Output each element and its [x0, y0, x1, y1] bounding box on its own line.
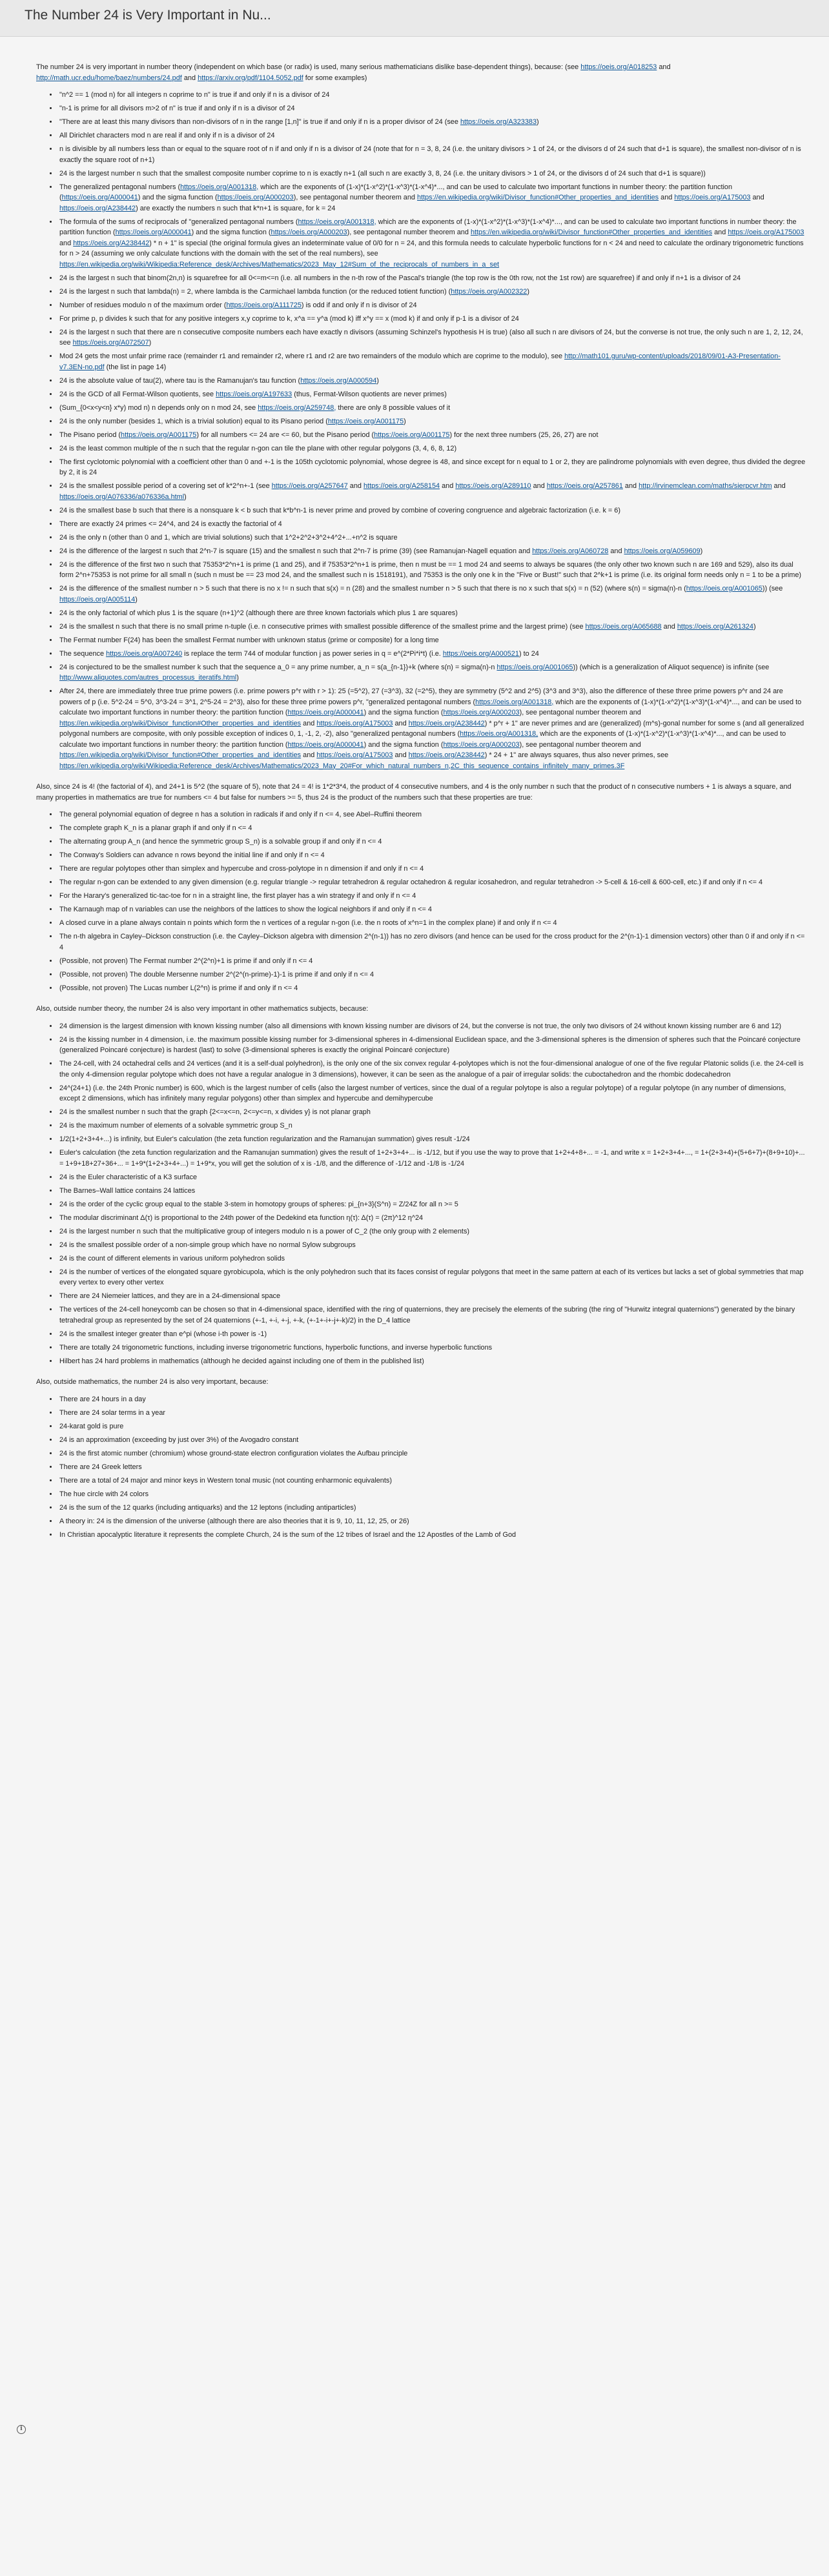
- list-item: • (Sum_{0<x<y<n} x*y) mod n) n depends only on n mod 24, see https://oeis.org/A259748, there are only 8 possible values of it: [58, 403, 806, 414]
- list-item: • Hilbert has 24 hard problems in mathematics (although he decided against including one of them in the published list): [58, 1356, 806, 1367]
- reference-link[interactable]: https://en.wikipedia.org/wiki/Divisor_function#Other_properties_and_identities: [417, 194, 659, 201]
- reference-link[interactable]: https://oeis.org/A001175: [374, 431, 450, 439]
- reference-link[interactable]: https://oeis.org/A238442: [59, 204, 136, 212]
- list-item: • The modular discriminant Δ(τ) is proportional to the 24th power of the Dedekind eta function η(τ): Δ(τ) = (2π)^12 η^24: [58, 1213, 806, 1224]
- reference-link[interactable]: https://oeis.org/A001175: [121, 431, 197, 439]
- list-item: • 24 is the count of different elements in various uniform polyhedron solids: [58, 1253, 806, 1264]
- reference-link[interactable]: https://oeis.org/A257647: [271, 482, 348, 490]
- intro-paragraph: The number 24 is very important in number theory (independent on which base (or radix) is used, many serious mathematicians dislike base-dependent things), because: (see https://oeis.org/A018253 and http://math.ucr.edu/home/baez/numbers/24.pdf and https://arxiv.org/pdf/1104.5052.pdf for some examples): [36, 63, 671, 82]
- list-item: • 24^(24+1) (i.e. the 24th Pronic number) is 600, which is the largest number of cells (also the largest number of vertices, since the dual of a regular polytope is also a regular polytope) of a regular polytope (in any number of dimensions, except 2 dimensions, which has infinitely many regular polygons) other than simplex and hypercube and demihypercube: [58, 1083, 806, 1104]
- section-heading-alg: Also, since 24 is 4! (the factorial of 4), and 24+1 is 5^2 (the square of 5), note that 24 = 4! is 1*2*3*4, the product of 4 consecutive numbers, and 4 is the only number n such that the product of n consecutive numbers + 1 is always a square, and many properties in mathematics are true for numbers <= 4 but false for numbers >= 5, thus 24 is the product of the numbers such that these properties are true:: [36, 783, 792, 802]
- list-item: • A theory in: 24 is the dimension of the universe (although there are also theories that it is 9, 10, 11, 12, 25, or 26): [58, 1516, 806, 1527]
- document-header: [0, 0, 829, 37]
- list-item: • 24 is the largest n such that there are n consecutive composite numbers each have exactly n divisors (assuming Schinzel's hypothesis H is true) (also all such n are divisors of 24, but the converse is not true, the only such n are 1, 2, 12, 24, see https://oeis.org/A072507): [58, 327, 806, 349]
- list-item: • 24 is the sum of the 12 quarks (including antiquarks) and the 12 leptons (including antiparticles): [58, 1503, 806, 1514]
- reference-link[interactable]: https://en.wikipedia.org/wiki/Divisor_function#Other_properties_and_identities: [59, 719, 302, 727]
- fact-list-misc: [36, 1394, 806, 1541]
- reference-link[interactable]: https://oeis.org/A018253: [580, 63, 657, 71]
- list-item: • 24 is the absolute value of tau(2), where tau is the Ramanujan's tau function (https://oeis.org/A000594): [58, 376, 806, 387]
- list-item: • 24 is an approximation (exceeding by just over 3%) of the Avogadro constant: [58, 1435, 806, 1446]
- list-item: • The vertices of the 24-cell honeycomb can be chosen so that in 4-dimensional space, identified with the ring of quaternions, they are precisely the elements of the subring (the ring of "Hurwitz integral quaternions") generated by the binary tetrahedral group as represented by the set of 24 quaternions (+-1, +-i, +-j, +-k, (+-1+-i+-j+-k)/2) in the D_4 lattice: [58, 1304, 806, 1326]
- list-item: • "There are at least this many divisors than non-divisors of n in the range [1,n]" is true if and only if n is a proper divisor of 24 (see https://oeis.org/A323383): [58, 117, 806, 128]
- list-item: • 24 is the kissing number in 4 dimension, i.e. the maximum possible kissing number for 3-dimensional spheres in 4-dimensional Euclidean space, and the 3-dimensional spheres is the dimension of spheres such that the Poincaré conjecture (generalized Poincaré conjecture) is hardest (last) to solve (3-dimensional spheres is exactly the original Poincaré conjecture): [58, 1035, 806, 1056]
- list-item: • 24 is conjectured to be the smallest number k such that the sequence a_0 = any prime number, a_n = s(a_{n-1})+k (where s(n) = sigma(n)-n https://oeis.org/A001065)) (which is a generalization of Aliquot sequence) is infinite (see http://www.aliquotes.com/autres_processus_iteratifs.html): [58, 662, 806, 684]
- list-item: • Number of residues modulo n of the maximum order (https://oeis.org/A111725) is odd if and only if n is divisor of 24: [58, 300, 806, 311]
- list-item: • 24 is the smallest n such that there is no small prime n-tuple (i.e. n consecutive primes with smallest possible difference of the smallest prime and the largest prime) (see https://oeis.org/A065688 and https://oeis.org/A261324): [58, 622, 806, 633]
- list-item: • There are 24 hours in a day: [58, 1394, 806, 1405]
- list-item: • There are 24 Niemeier lattices, and they are in a 24-dimensional space: [58, 1291, 806, 1302]
- list-item: • Mod 24 gets the most unfair prime race (remainder r1 and remainder r2, where r1 and r2 are two remainders of the modulo which are coprime to the modulo), see http://math101.guru/wp-content/uploads/2018/09/01-A3-Presentation-v7.3EN-no.pdf (the list in page 14): [58, 351, 806, 372]
- reference-link[interactable]: https://oeis.org/A175003: [674, 194, 751, 201]
- reference-link[interactable]: https://oeis.org/A197633: [216, 390, 292, 398]
- reference-link[interactable]: https://oeis.org/A001065: [686, 585, 762, 593]
- reference-link[interactable]: https://oeis.org/A175003: [728, 228, 804, 236]
- list-item: • There are a total of 24 major and minor keys in Western tonal music (not counting enharmonic equivalents): [58, 1476, 806, 1486]
- reference-link[interactable]: https://oeis.org/A257861: [546, 482, 623, 490]
- list-item: • 24 is the first atomic number (chromium) whose ground-state electron configuration violates the Aufbau principle: [58, 1448, 806, 1459]
- list-item: • The Fermat number F(24) has been the smallest Fermat number with unknown status (prime or composite) for a long time: [58, 635, 806, 646]
- reference-link[interactable]: https://en.wikipedia.org/wiki/Divisor_function#Other_properties_and_identities: [470, 228, 713, 236]
- reference-link[interactable]: https://oeis.org/A002322: [451, 287, 527, 296]
- list-item: • The Barnes–Wall lattice contains 24 lattices: [58, 1186, 806, 1197]
- reference-link[interactable]: https://oeis.org/A238442: [73, 239, 150, 247]
- list-item: • 24 is the difference of the largest n such that 2^n-7 is square (15) and the smallest n such that 2^n-7 is prime (39) (see Ramanujan-Nagell equation and https://oeis.org/A060728 and https://oeis.org/A059609): [58, 546, 806, 557]
- list-item: • 24 is the Euler characteristic of a K3 surface: [58, 1172, 806, 1183]
- list-item: • The complete graph K_n is a planar graph if and only if n <= 4: [58, 823, 806, 834]
- list-item: • In Christian apocalyptic literature it represents the complete Church, 24 is the sum of the 12 tribes of Israel and the 12 Apostles of the Lamb of God: [58, 1530, 806, 1541]
- list-item: • The hue circle with 24 colors: [58, 1489, 806, 1500]
- list-item: • The formula of the sums of reciprocals of "generalized pentagonal numbers (https://oeis.org/A001318, which are the exponents of (1-x)*(1-x^2)*(1-x^3)*(1-x^4)*..., and can be used to calculate two important functions in number theory: the partition function (https://oeis.org/A000041) and the sigma function (https://oeis.org/A000203), see pentagonal number theorem and https://en.wikipedia.org/wiki/Divisor_function#Other_properties_and_identities and https://oeis.org/A175003 and https://oeis.org/A238442) * n + 1" is special (the original formula gives an indeterminate value of 0/0 for n = 24, and this formula needs to calculate hyperbolic functions for n < 24 and need to calculate the ordinary trigonometric functions for n > 24 (assuming we only calculate functions with the domain with the set of the real numbers), see https://en.wikipedia.org/wiki/Wikipedia:Reference_desk/Archives/Mathematics/2023_May_12#Sum_of_the_reciprocals_of_numbers_in_a_set: [58, 217, 806, 270]
- list-item: • The first cyclotomic polynomial with a coefficient other than 0 and +-1 is the 105th cyclotomic polynomial, whose degree is 48, and since except for n equal to 1 or 2, they are palindrome polynomials with even degree, thus divided the degree by 2, it is 24: [58, 457, 806, 478]
- list-item: • (Possible, not proven) The Fermat number 2^(2^n)+1 is prime if and only if n <= 4: [58, 956, 806, 967]
- reference-link[interactable]: https://oeis.org/A238442: [408, 719, 485, 727]
- reference-link[interactable]: https://oeis.org/A000203: [217, 194, 294, 201]
- list-item: • A closed curve in a plane always contain n points which form the n vertices of a regular n-gon (i.e. the n roots of x^n=1 in the complex plane) if and only if n <= 4: [58, 918, 806, 929]
- reference-link[interactable]: https://oeis.org/A323383: [460, 118, 537, 126]
- reference-link[interactable]: https://oeis.org/A261324: [677, 622, 753, 631]
- reference-link[interactable]: https://oeis.org/A000203: [443, 740, 520, 749]
- list-item: • "n-1 is prime for all divisors m>2 of n" is true if and only if n is a divisor of 24: [58, 103, 806, 114]
- reference-link[interactable]: https://oeis.org/A000594: [300, 376, 377, 385]
- reference-link[interactable]: https://oeis.org/A258154: [363, 482, 440, 490]
- list-item: • 24 is the number of vertices of the elongated square gyrobicupola, which is the only polyhedron such that its faces consist of regular polygons that meet in the same pattern at each of its vertices but lacks a set of global symmetries that map every vertex to every other vertex: [58, 1267, 806, 1288]
- list-item: • 1/2(1+2+3+4+...) is infinity, but Euler's calculation (the zeta function regularization and the Ramanujan summation) gives result -1/24: [58, 1134, 806, 1145]
- reference-link[interactable]: https://arxiv.org/pdf/1104.5052.pdf: [198, 74, 303, 82]
- list-item: • 24 is the smallest number n such that the graph {2<=x<=n, 2<=y<=n, x divides y} is not planar graph: [58, 1107, 806, 1118]
- list-item: • The generalized pentagonal numbers (https://oeis.org/A001318, which are the exponents of (1-x)*(1-x^2)*(1-x^3)*(1-x^4)*..., and can be used to calculate two important functions in number theory: the partition function (https://oeis.org/A000041) and the sigma function (https://oeis.org/A000203), see pentagonal number theorem and https://en.wikipedia.org/wiki/Divisor_function#Other_properties_and_identities and https://oeis.org/A175003 and https://oeis.org/A238442) are exactly the numbers n such that k*n+1 is square, for k = 24: [58, 182, 806, 214]
- reference-link[interactable]: https://en.wikipedia.org/wiki/Wikipedia:Reference_desk/Archives/Mathematics/2023_May_12#Sum_of_the_reciprocals_of_numbers_in_a_set: [59, 260, 500, 269]
- info-icon[interactable]: i: [17, 2425, 26, 2434]
- reference-link[interactable]: https://oeis.org/A001318,: [475, 698, 554, 706]
- list-item: • The sequence https://oeis.org/A007240 is replace the term 744 of modular function j as power series in q = e^(2*Pi*i*t) (i.e. https://oeis.org/A000521) to 24: [58, 649, 806, 660]
- list-item: • The alternating group A_n (and hence the symmetric group S_n) is a solvable group if and only if n <= 4: [58, 837, 806, 847]
- page-title: The Number 24 is Very Important in Nu...: [25, 8, 271, 23]
- list-item: • There are regular polytopes other than simplex and hypercube and cross-polytope in n dimension if and only if n <= 4: [58, 864, 806, 875]
- list-item: • There are 24 Greek letters: [58, 1462, 806, 1473]
- list-item: • The 24-cell, with 24 octahedral cells and 24 vertices (and it is a self-dual polyhedron), is the only one of the six convex regular 4-polytopes which is not the four-dimensional analogue of one of the five regular Platonic solids (i.e. the 24-cell is the only 4-dimension regular polytope which does not have a regular analogue in 3 dimensions), however, it can be seen as the analogue of a pair of irregular solids: the cuboctahedron and the rhombic dodecahedron: [58, 1059, 806, 1080]
- list-item: • 24 is the largest number n such that the smallest composite number coprime to n is exactly n+1 (all such n are exactly 3, 8, 24 (i.e. the unitary divisors > 1 of 24, or the divisors d of 24 such that d+1 is square)): [58, 168, 806, 179]
- list-item: • "n^2 == 1 (mod n) for all integers n coprime to n" is true if and only if n is a divisor of 24: [58, 90, 806, 101]
- list-item: • 24 is the only n (other than 0 and 1, which are trivial solutions) such that 1^2+2^2+3^2+4^2+...+n^2 is square: [58, 532, 806, 543]
- list-item: • 24 is the smallest base b such that there is a nonsquare k < b such that k*b^n-1 is never prime and proved by combine of covering congruence and algebraic factorization (i.e. k = 6): [58, 505, 806, 516]
- list-item: • There are totally 24 trigonometric functions, including inverse trigonometric functions, hyperbolic functions, and inverse hyperbolic functions: [58, 1343, 806, 1354]
- list-item: • 24-karat gold is pure: [58, 1421, 806, 1432]
- reference-link[interactable]: https://oeis.org/A001318,: [180, 183, 259, 191]
- list-item: • For prime p, p divides k such that for any positive integers x,y coprime to k, x^a == y^a (mod k) iff x^y == x (mod k) if and only if p-1 is a divisor of 24: [58, 314, 806, 325]
- list-item: • n is divisible by all numbers less than or equal to the square root of n if and only if n is a divisor of 24 (note that for n = 3, 8, 24 (i.e. the unitary divisors > 1 of 24, or the divisors d of 24 such that d+1 is square), the smallest non-divisor of n is exactly the square root of n+1): [58, 144, 806, 165]
- list-item: • 24 is the order of the cyclic group equal to the stable 3-stem in homotopy groups of spheres: pi_{n+3}(S^n) = Z/24Z for all n >= 5: [58, 1199, 806, 1210]
- section-heading-misc: Also, outside mathematics, the number 24 is also very important, because:: [36, 1378, 269, 1386]
- sections-container: [36, 90, 806, 1540]
- reference-link[interactable]: https://oeis.org/A007240: [106, 649, 183, 658]
- reference-link[interactable]: https://oeis.org/A259748,: [258, 403, 336, 412]
- list-item: • The general polynomial equation of degree n has a solution in radicals if and only if n <= 4, see Abel–Ruffini theorem: [58, 809, 806, 820]
- section-heading-other: Also, outside number theory, the number 24 is also very important in other mathematics subjects, because:: [36, 1005, 369, 1013]
- list-item: • 24 is the largest n such that lambda(n) = 2, where lambda is the Carmichael lambda function (or the reduced totient function) (https://oeis.org/A002322): [58, 287, 806, 298]
- list-item: • The n-th algebra in Cayley–Dickson construction (i.e. the Cayley–Dickson algebra with dimension 2^(n-1)) has no zero divisors (and hence can be used for the cross product for the 2^(n-1)-1 dimension vectors) other than 0 if and only if n <= 4: [58, 931, 806, 953]
- reference-link[interactable]: http://math.ucr.edu/home/baez/numbers/24.pdf: [36, 74, 182, 82]
- reference-link[interactable]: https://oeis.org/A001318,: [298, 218, 376, 226]
- reference-link[interactable]: https://oeis.org/A072507: [72, 339, 149, 347]
- reference-link[interactable]: https://oeis.org/A065688: [585, 622, 662, 631]
- list-item: • 24 is the smallest possible order of a non-simple group which have no normal Sylow subgroups: [58, 1240, 806, 1251]
- list-item: • 24 is the largest number n such that the multiplicative group of integers modulo n is a power of C_2 (the only group with 2 elements): [58, 1226, 806, 1237]
- list-item: • There are 24 solar terms in a year: [58, 1408, 806, 1419]
- list-item: • (Possible, not proven) The Lucas number L(2^n) is prime if and only if n <= 4: [58, 983, 806, 994]
- list-item: • The Pisano period (https://oeis.org/A001175) for all numbers <= 24 are <= 60, but the Pisano period (https://oeis.org/A001175) for the next three numbers (25, 26, 27) are not: [58, 430, 806, 441]
- reference-link[interactable]: https://oeis.org/A000521: [442, 649, 519, 658]
- reference-link[interactable]: https://oeis.org/A001065: [496, 663, 573, 671]
- list-item: • Euler's calculation (the zeta function regularization and the Ramanujan summation) gives the result of 1+2+3+4+... is -1/12, but if you use the way to prove that 1+2+4+8+... = -1, and write x = 1+2+3+4+..., = 1+(2+3+4)+(5+6+7)+(8+9+10)+... = 1+9+18+27+36+... = 1+9*(1+2+3+4+...) = 1+9*x, you will get the solution of x is -1/8, and the difference of -1/12 and -1/8 is -1/24: [58, 1148, 806, 1169]
- reference-link[interactable]: https://oeis.org/A000203: [271, 228, 347, 236]
- list-item: • There are exactly 24 primes <= 24^4, and 24 is exactly the factorial of 4: [58, 519, 806, 530]
- list-item: • 24 is the GCD of all Fermat-Wilson quotients, see https://oeis.org/A197633 (thus, Fermat-Wilson quotients are never primes): [58, 389, 806, 400]
- reference-link[interactable]: https://oeis.org/A001318,: [460, 730, 538, 738]
- reference-link[interactable]: https://oeis.org/A000041: [287, 740, 364, 749]
- reference-link[interactable]: https://oeis.org/A289110: [455, 482, 531, 490]
- list-item: • 24 is the least common multiple of the n such that the regular n-gon can tile the plane with other regular polygons (3, 4, 6, 8, 12): [58, 443, 806, 454]
- reference-link[interactable]: http://irvinemclean.com/maths/sierpcvr.htm: [639, 482, 772, 490]
- list-item: • 24 is the maximum number of elements of a solvable symmetric group S_n: [58, 1121, 806, 1131]
- reference-link[interactable]: https://oeis.org/A175003: [316, 719, 393, 727]
- fact-list-other: [36, 1021, 806, 1367]
- list-item: • 24 dimension is the largest dimension with known kissing number (also all dimensions with known kissing number are divisors of 24, but the converse is not true, the only two divisors of 24 without known kissing number are 6 and 12): [58, 1021, 806, 1032]
- list-item: • 24 is the largest n such that binom(2n,n) is squarefree for all 0<=m<=n (i.e. all numbers in the n-th row of the Pascal's triangle (the top row is the 0th row, not the 1st row) are squarefree) if and only if n+1 is a divisor of 24: [58, 273, 806, 284]
- reference-link[interactable]: https://oeis.org/A059609: [624, 547, 701, 555]
- list-item: • 24 is the difference of the smallest number n > 5 such that there is no x != n such that s(x) = n (28) and the smallest number n > 5 such that there is no x such that s(x) = n (52) (where s(n) = sigma(n)-n (https://oeis.org/A001065)) (see https://oeis.org/A005114): [58, 583, 806, 605]
- reference-link[interactable]: https://oeis.org/A001175: [327, 417, 404, 425]
- list-item: • For the Harary's generalized tic-tac-toe for n in a straight line, the first player has a win strategy if and only if n <= 4: [58, 891, 806, 902]
- list-item: • All Dirichlet characters mod n are real if and only if n is a divisor of 24: [58, 130, 806, 141]
- list-item: • The Karnaugh map of n variables can use the neighbors of the lattices to show the logical neighbors if and only if n <= 4: [58, 904, 806, 915]
- reference-link[interactable]: https://oeis.org/A060728: [532, 547, 609, 555]
- list-item: • After 24, there are immediately three true prime powers (i.e. prime powers p^r with r > 1): 25 (=5^2), 27 (=3^3), 32 (=2^5), they are symmetry (5^2 and 2^5) (3^3 and 3^3), also the difference of these three prime powers p^r and 24 are powers of p (i.e. 5^2-24 = 5^0, 3^3-24 = 3^1, 2^5-24 = 2^3), also for these three prime powers p^r, "generalized pentagonal numbers (https://oeis.org/A001318, which are the exponents of (1-x)*(1-x^2)*(1-x^3)*(1-x^4)*..., and can be used to calculate two important functions in number theory: the partition function (https://oeis.org/A000041) and the sigma function (https://oeis.org/A000203), see pentagonal number theorem and https://en.wikipedia.org/wiki/Divisor_function#Other_properties_and_identities and https://oeis.org/A175003 and https://oeis.org/A238442) * p^r + 1" are never primes and are (generalized) (m^s)-gonal number for some s (and all generalized polygonal numbers are composite, with only possible exception of indices 0, 1, -1, 2, -2), also "generalized pentagonal numbers (https://oeis.org/A001318, which are the exponents of (1-x)*(1-x^2)*(1-x^3)*(1-x^4)*..., and can be used to calculate two important functions in number theory: the partition function (https://oeis.org/A000041) and the sigma function (https://oeis.org/A000203), see pentagonal number theorem and https://en.wikipedia.org/wiki/Divisor_function#Other_properties_and_identities and https://oeis.org/A175003 and https://oeis.org/A238442) * 24 + 1" are always squares, thus also never primes, see https://en.wikipedia.org/wiki/Wikipedia:Reference_desk/Archives/Mathematics/2023_May_20#For_which_natural_numbers_n,2C_this_sequence_contains_infinitely_many_primes.3F: [58, 686, 806, 771]
- list-item: • 24 is the only factorial of which plus 1 is the square (n+1)^2 (although there are three known factorials which plus 1 are squares): [58, 608, 806, 619]
- list-item: • 24 is the difference of the first two n such that 75353*2^n+1 is prime (1 and 25), and if 75353*2^n+1 is prime, then n must be == 1 mod 24 and seems to always be squares (the only other two known such n are 169 and 529), also its dual form 2^n+75353 is not prime for all small n (such n must be == 23 mod 24, and the smallest such n is 1518191), and 75353 is the only one k in the "Five or Bust!" such that 2^k+1 is prime (i.e. its original form needs only n = 1 to be a prime): [58, 560, 806, 581]
- list-item: • The regular n-gon can be extended to any given dimension (e.g. regular triangle -> regular tetrahedron & regular octahedron & regular icosahedron, and regular tetrahedron -> 5-cell & 16-cell & 600-cell, etc.) if and only if n <= 4: [58, 877, 806, 888]
- reference-link[interactable]: https://oeis.org/A111725: [226, 301, 302, 309]
- reference-link[interactable]: https://oeis.org/A005114: [59, 595, 136, 603]
- reference-link[interactable]: https://en.wikipedia.org/wiki/Divisor_function#Other_properties_and_identities: [59, 751, 302, 759]
- list-item: • (Possible, not proven) The double Mersenne number 2^(2^(n-prime)-1)-1 is prime if and only if n <= 4: [58, 969, 806, 980]
- document-body: [36, 62, 806, 1543]
- reference-link[interactable]: https://oeis.org/A000041: [61, 194, 138, 201]
- reference-link[interactable]: http://math101.guru/wp-content/uploads/2018/09/01-A3-Presentation-v7.3EN-no.pdf: [59, 352, 781, 371]
- reference-link[interactable]: https://oeis.org/A175003: [316, 751, 393, 759]
- list-item: • 24 is the only number (besides 1, which is a trivial solution) equal to its Pisano period (https://oeis.org/A001175): [58, 416, 806, 427]
- reference-link[interactable]: https://oeis.org/A000041: [115, 228, 192, 236]
- reference-link[interactable]: https://oeis.org/A076336/a076336a.html: [59, 492, 185, 501]
- reference-link[interactable]: https://en.wikipedia.org/wiki/Wikipedia:Reference_desk/Archives/Mathematics/2023_May_20#For_which_natural_numbers_n,2C_this_sequence_contains_infinitely_many_primes.3F: [59, 762, 625, 770]
- fact-list-nt: [36, 90, 806, 771]
- list-item: • The Conway's Soldiers can advance n rows beyond the initial line if and only if n <= 4: [58, 850, 806, 861]
- list-item: • 24 is the smallest possible period of a covering set of k*2^n+-1 (see https://oeis.org/A257647 and https://oeis.org/A258154 and https://oeis.org/A289110 and https://oeis.org/A257861 and http://irvinemclean.com/maths/sierpcvr.htm and https://oeis.org/A076336/a076336a.html): [58, 481, 806, 502]
- reference-link[interactable]: https://oeis.org/A000203: [443, 709, 520, 716]
- list-item: • 24 is the smallest integer greater than e^pi (whose i-th power is -1): [58, 1329, 806, 1340]
- fact-list-alg: [36, 809, 806, 993]
- reference-link[interactable]: http://www.aliquotes.com/autres_processus_iteratifs.html: [59, 674, 237, 682]
- reference-link[interactable]: https://oeis.org/A000041: [287, 709, 364, 716]
- reference-link[interactable]: https://oeis.org/A238442: [408, 751, 485, 759]
